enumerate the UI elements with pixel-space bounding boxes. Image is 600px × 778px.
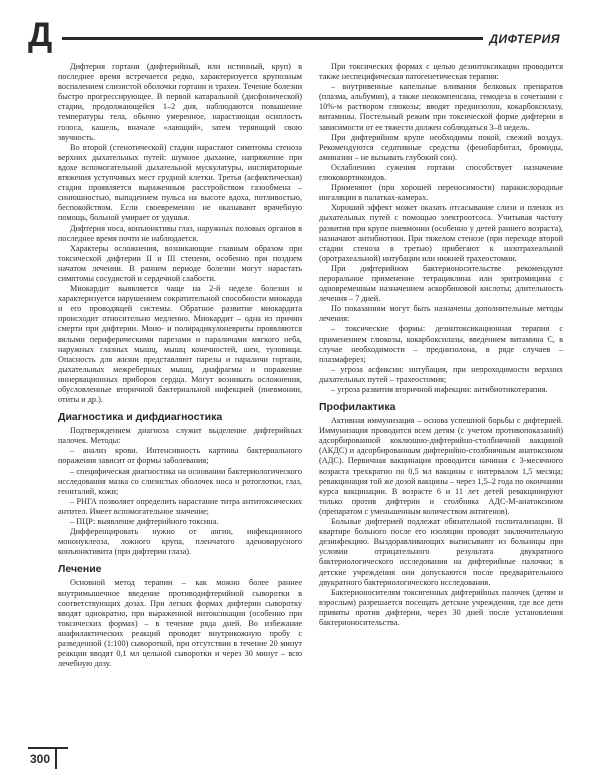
list-item: – анализ крови. Интенсивность картины бактериального поражения зависит от формы заболевания;: [58, 446, 302, 466]
paragraph: При токсических формах с целью дезинтоксикации проводится также неспецифическая патогенетическая терапия:: [319, 62, 563, 82]
section-heading-prophylaxis: Профилактика: [319, 401, 396, 414]
paragraph: Хороший эффект может оказать отсасывание слизи и пленок из дыхательных путей с помощью электроотсоса. Учитывая частоту развития при крупе пневмонии (особенно у детей раннего возраста), назначают антибиотики. При тяжелом стенозе (при переходе второй стадии стеноза в третью) прибегают к назотрахеальной (оротрахеальной) интубации или нижней трахеостомии.: [319, 203, 563, 263]
paragraph: Бактерионосителям токсигенных дифтерийных палочек (детям и взрослым) разрешается посещать детские учреждения, где все дети привиты против дифтерии, через 30 дней после установления бактерионосительства.: [319, 587, 563, 627]
list-item: – внутривенные капельные вливания белковых препаратов (плазма, альбумин), а также неокомпенсана, гемодеза в сочетании с 10%-м раствором глюкозы; вводят преднизолон, кокарбоксилазу, витамины. Постельный режим при токсической форме дифтерии в зависимости от ее тяжести должен соблюдаться 3–8 недель.: [319, 82, 563, 132]
paragraph: По показаниям могут быть назначены дополнительные методы лечения:: [319, 304, 563, 324]
list-item: – специфическая диагностика на основании бактериологического исследования мазка со слизистых оболочек носа и ротоглотки, глаз, гениталий, кожи;: [58, 466, 302, 496]
paragraph: Дифференцировать нужно от ангин, инфекционного мононуклеоза, ложного крупа, пленчатого аденовирусного конъюнктивита (при дифтерии глаза).: [58, 527, 302, 557]
page-number-divider: [55, 747, 57, 769]
paragraph: Применяют (при хорошей переносимости) паракислородные ингаляции в палатках-камерах.: [319, 183, 563, 203]
page-number: 300: [30, 752, 51, 766]
section-heading-treatment: Лечение: [58, 563, 102, 576]
list-item: – РНГА позволяет определить нарастание титра антитоксических антител. Имеет вспомогательное значение;: [58, 496, 302, 516]
right-column: [319, 62, 563, 628]
page-number-rule: [28, 747, 68, 749]
paragraph: Дифтерия носа, конъюнктивы глаз, наружных половых органов в последнее время почти не наблюдается.: [58, 223, 302, 243]
left-column: [58, 62, 302, 669]
paragraph: При дифтерийном бактерионосительстве рекомендуют пероральное применение тетрациклина или эритромицина с одновременным назначением аскорбиновой кислоты; длительность лечения – 7 дней.: [319, 263, 563, 304]
paragraph: Основной метод терапии – как можно более раннее внутримышечное введение противодифтерийной сыворотки в соответствующих дозах. При легких формах дифтерии сыворотку вводят однократно, при выраженной интоксикации (особенно при токсических формах) – в течение ряда дней. Во избежание анафилактических реакций проводят внутрикожную пробу с разведенной (1:100) сывороткой, при отсутствии в течение 20 минут реакции вводят 0,1 мл цельной сыворотки и через 30 минут – всю лечебную дозу.: [58, 578, 302, 669]
paragraph: Характеры осложнения, возникающие главным образом при токсической дифтерии II и III степени, особенно при позднем начатом лечении. В раннем периоде болезни могут нарастать симптомы сосудистой и сердечной слабости.: [58, 243, 302, 283]
paragraph: Во второй (стенотической) стадии нарастают симптомы стеноза верхних дыхательных путей: шумное дыхание, напряжение при вдохе вспомогательной дыхательной мускулатуры, инспираторные втяжения уступчивых мест грудной клетки. Третья (асфиктическая) стадия проявляется выраженным расстройством газообмена – синюшностью, выпадением пульса на высоте вдоха, потливостью, беспокойством. Если своевременно не оказывают врачебную помощь, больной умирает от удушья.: [58, 142, 302, 223]
paragraph: Дифтерия гортани (дифтерийный, или истинный, круп) в последнее время встречается редко, характеризуется крупозным воспалением слизистой оболочки гортани и трахеи. Течение болезни быстро прогрессирующее. В первой катаральной (дисфонической) стадии, продолжающейся 1–2 дня, наблюдаются повышение температуры тела, обычно умеренное, нарастающая осиплость голоса, кашель, вначале «лающий», затем теряющий свою звучность.: [58, 62, 302, 142]
list-item: – угроза асфиксии: интубация, при непроходимости верхних дыхательных путей – трахеостомия;: [319, 364, 563, 384]
paragraph: Активная иммунизация – основа успешной борьбы с дифтерией. Иммунизация проводится всем детям (с учетом противопоказаний) адсорбированной коклюшно-дифтерийно-столбнячной вакциной (АКДС) и адсорбированным дифтерийно-столбнячным анатоксином (АДС). Первичная вакцинация проводится начиная с 3-месячного возраста трехкратно по 0,5 мл вакцины с интервалом 1,5 месяца; ревакцинация той же дозой вакцины – через 1,5–2 года по окончании курса вакцинации. В возрасте 6 и 11 лет детей ревакцинируют только против дифтерии и столбняка АДС-М-анатоксином (препаратом с уменьшенным количеством антигенов).: [319, 416, 563, 516]
paragraph: Больные дифтерией подлежат обязательной госпитализации. В квартире больного после его изоляции проводят заключительную дезинфекцию. Выздоравливающих выписывают из больницы при условии отрицательного результата двукратного бактериологического исследования на дифтерийные палочки; в детские учреждения они допускаются после предварительного двукратного бактериологического исследования.: [319, 517, 563, 587]
running-head: ДИФТЕРИЯ: [483, 33, 560, 45]
section-letter: Д: [28, 16, 53, 54]
list-item: – угроза развития вторичной инфекции: антибиотикотерапия.: [331, 385, 548, 394]
paragraph: Подтверждением диагноза служит выделение дифтерийных палочек. Методы:: [58, 426, 302, 446]
paragraph: При дифтерийном крупе необходимы покой, свежий воздух. Рекомендуются седативные средства (фенобарбитал, бромиды, аминазин – не вызывать глубокий сон).: [319, 132, 563, 162]
paragraph: Миокардит выявляется чаще на 2-й неделе болезни и характеризуется нарушением сократительной способности миокарда и его проводящей системы. Обратное развитие миокардита происходит относительно медленно. Миокардит – одна из причин смерти при дифтерии. Моно- и полирадикулоневриты проявляются вялыми периферическими парезами и параличами мягкого неба, наружных глазных мышц, мышц конечностей, шеи, туловища. Опасность для жизни представляют парезы и параличи гортани, дыхательных межреберных мышц, диафрагмы и поражение иннервационных приборов сердца. Могут возникать осложнения, обусловленные вторичной бактериальной инфекцией (пневмонии, отиты и др.).: [58, 284, 302, 405]
section-heading-diagnostics: Диагностика и дифдиагностика: [58, 411, 223, 424]
list-item: – ПЦР: выявление дифтерийного токсина.: [70, 517, 219, 527]
paragraph: Ослаблению сужения гортани способствует назначение глюкокортикоидов.: [319, 162, 563, 183]
list-item: – токсические формы: дезинтоксикационная терапия с применением глюкозы, кокарбоксилазы, введением витамина С, в случае необходимости – преднизолона, в ряде случаев – плазмаферез;: [319, 324, 563, 364]
